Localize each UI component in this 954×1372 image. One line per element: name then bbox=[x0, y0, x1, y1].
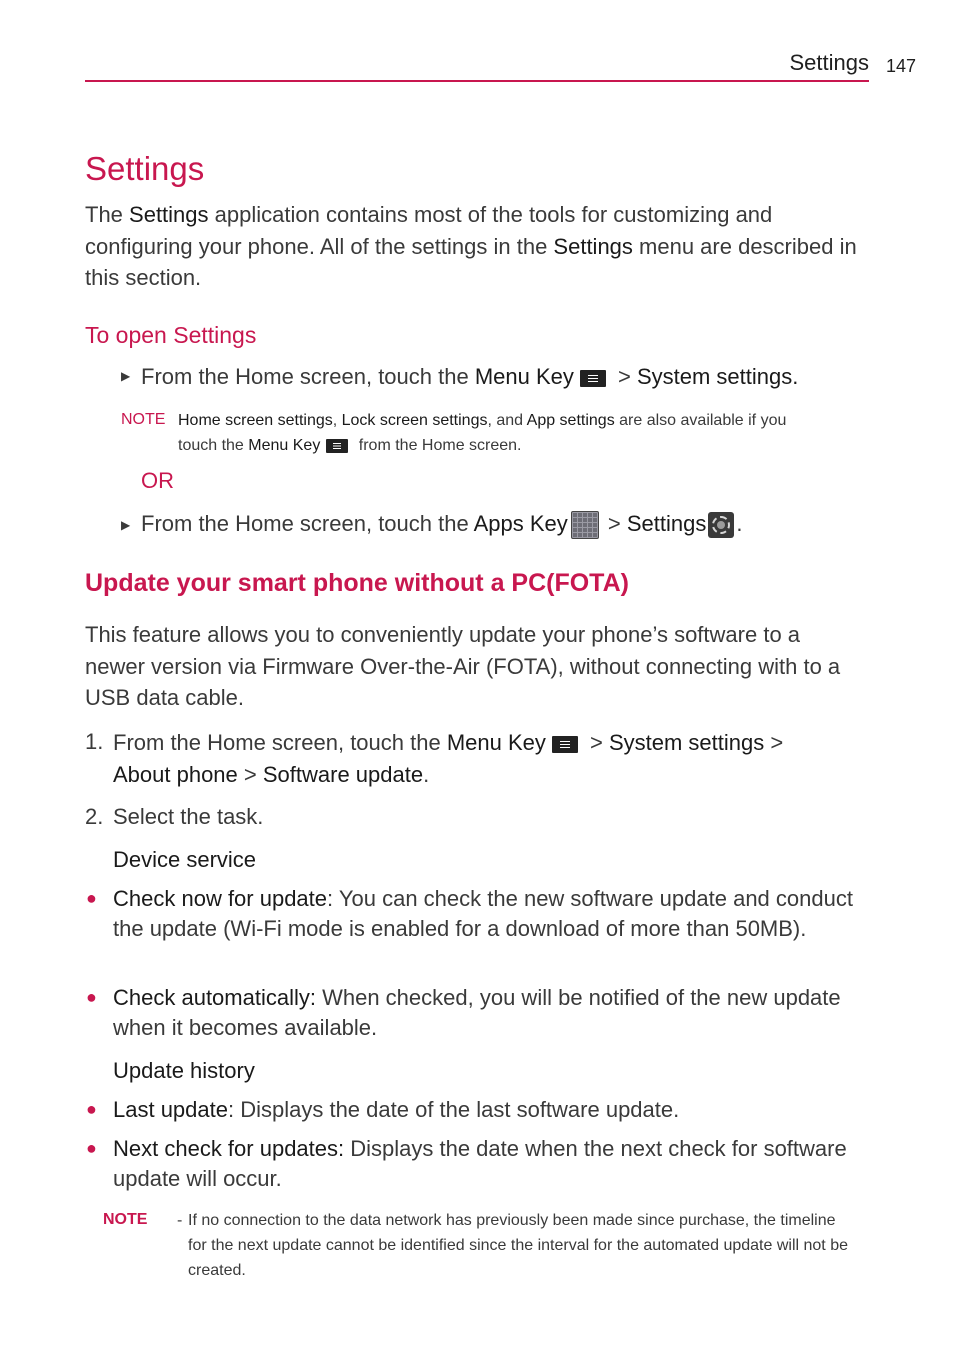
note-dash: - bbox=[177, 1212, 183, 1229]
apps-key-icon bbox=[571, 511, 599, 539]
open-note-text: Home screen settings, Lock screen settings, and App settings are also available if you touch the Menu Key from the Home screen. bbox=[178, 412, 787, 454]
device-service-subheading: Device service bbox=[113, 847, 257, 872]
running-header-title: Settings bbox=[789, 50, 869, 75]
bullet-dot-icon: ● bbox=[86, 888, 97, 908]
fota-heading: Update your smart phone without a PC(FOTA) bbox=[85, 569, 629, 597]
fota-intro: This feature allows you to conveniently update your phone’s software to a newer version via Firmware Over-the-Air (FOTA), without connecting with to a USB data cable. bbox=[85, 622, 841, 710]
settings-gear-icon bbox=[708, 512, 734, 538]
open-settings-heading: To open Settings bbox=[85, 322, 257, 348]
list-item: Check automatically: When checked, you will be notified of the new update when it becomes available. bbox=[113, 985, 841, 1040]
step-number: 2. bbox=[85, 804, 104, 829]
list-item: Next check for updates: Displays the date when the next check for software update will occur. bbox=[113, 1136, 847, 1191]
or-separator: OR bbox=[141, 468, 174, 493]
fota-note-text: If no connection to the data network has previously been made since purchase, the timeline for the next update cannot be identified since the interval for the automated update will not be created. bbox=[188, 1212, 848, 1279]
open-step-2: From the Home screen, touch the Apps Key > Settings . bbox=[141, 511, 742, 539]
page-number: 147 bbox=[886, 56, 917, 76]
menu-key-icon bbox=[580, 370, 606, 387]
triangle-bullet-icon: ▶ bbox=[121, 369, 131, 383]
update-history-subheading: Update history bbox=[113, 1058, 255, 1083]
header-divider bbox=[85, 80, 869, 82]
intro-paragraph: The Settings application contains most of the tools for customizing and configuring your phone. All of the settings in the Settings menu are described in this section. bbox=[85, 202, 857, 290]
list-item: Last update: Displays the date of the last software update. bbox=[113, 1097, 680, 1122]
menu-key-icon bbox=[552, 736, 578, 753]
menu-key-icon bbox=[326, 439, 348, 453]
page-title: Settings bbox=[85, 150, 205, 187]
step-number: 1. bbox=[85, 729, 104, 754]
triangle-bullet-icon: ▶ bbox=[121, 518, 131, 532]
fota-step-2: Select the task. bbox=[113, 804, 264, 829]
bullet-dot-icon: ● bbox=[86, 1138, 97, 1158]
note-label: NOTE bbox=[103, 1211, 148, 1228]
note-label: NOTE bbox=[121, 411, 166, 428]
bullet-dot-icon: ● bbox=[86, 1099, 97, 1119]
open-step-1: From the Home screen, touch the Menu Key > System settings. bbox=[141, 364, 799, 389]
fota-step-1: From the Home screen, touch the Menu Key > System settings > About phone > Software update. bbox=[113, 730, 784, 787]
bullet-dot-icon: ● bbox=[86, 987, 97, 1007]
list-item: Check now for update: You can check the new software update and conduct the update (Wi-Fi mode is enabled for a download of more than 50MB). bbox=[113, 886, 853, 941]
